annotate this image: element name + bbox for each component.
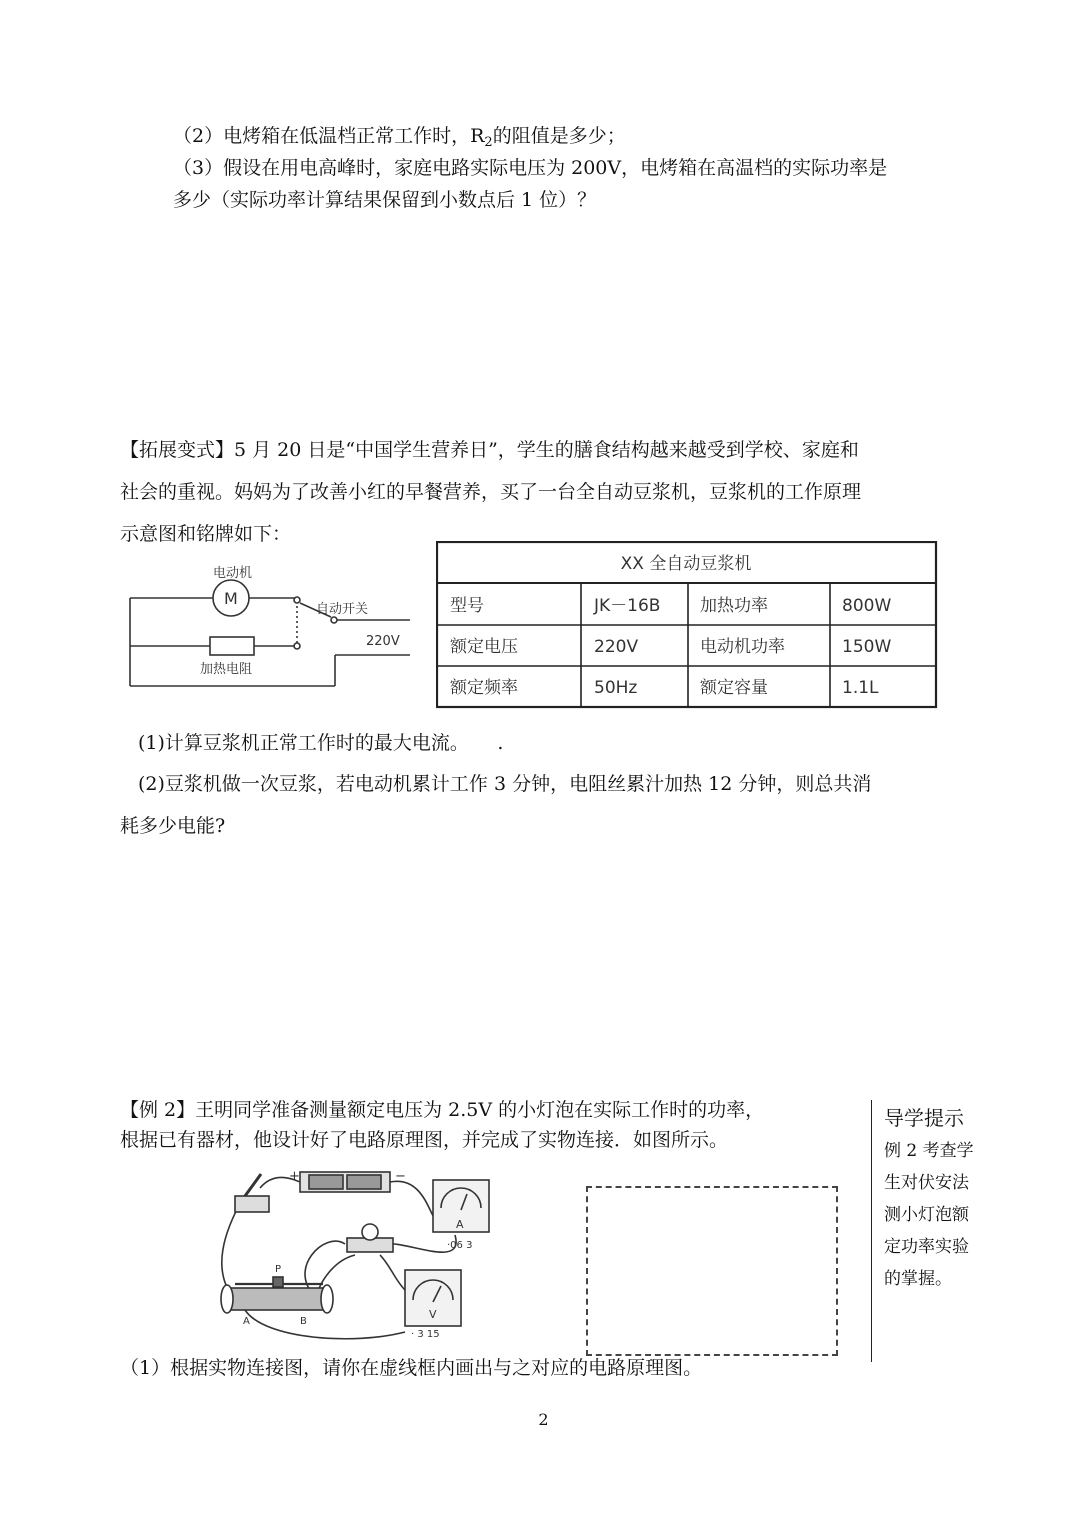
battery-plus-label: + — [289, 1169, 300, 1184]
nameplate-cell: 220V — [594, 637, 639, 657]
example-2-line-1: 【例 2】王明同学准备测量额定电压为 2.5V 的小灯泡在实际工作时的功率， — [120, 1099, 765, 1121]
nameplate-cell: 型号 — [450, 596, 484, 616]
example-2-line-2: 根据已有器材，他设计好了电路原理图，并完成了实物连接．如图所示。 — [120, 1129, 729, 1151]
nameplate-cell: 150W — [842, 637, 892, 657]
sidebar-line: 例 2 考查学 — [884, 1141, 974, 1161]
voltmeter-terminals: · 3 15 — [411, 1329, 440, 1340]
page-number: 2 — [538, 1410, 549, 1429]
nameplate-cell: 额定频率 — [450, 678, 518, 698]
rheostat-b-label: B — [300, 1316, 307, 1327]
example-2-question-1: （1）根据实物连接图，请你在虚线框内画出与之对应的电路原理图。 — [120, 1357, 703, 1379]
switch-label: 自动开关 — [316, 602, 369, 617]
rheostat-p-label: P — [275, 1264, 282, 1275]
soymilk-circuit-diagram — [120, 555, 420, 695]
nameplate-cell: 800W — [842, 596, 892, 616]
nameplate-cell: 加热功率 — [700, 596, 768, 616]
battery-minus-label: − — [395, 1169, 406, 1184]
sidebar-line: 定功率实验 — [884, 1237, 969, 1257]
motor-symbol: M — [224, 589, 238, 608]
voltage-label: 220V — [366, 634, 400, 649]
nameplate-cell: 额定容量 — [700, 678, 768, 698]
sidebar-line: 生对伏安法 — [884, 1173, 969, 1193]
extension-question-2-line-2: 耗多少电能? — [120, 815, 226, 837]
ammeter-symbol: A — [456, 1218, 464, 1231]
apparatus-drawing — [205, 1160, 505, 1350]
nameplate-table — [436, 541, 938, 709]
voltmeter-symbol: V — [429, 1308, 437, 1321]
nameplate-cell: 1.1L — [842, 678, 879, 698]
question-part-3-line-1: （3）假设在用电高峰时，家庭电路实际电压为 200V，电烤箱在高温档的实际功率是 — [173, 157, 888, 179]
question-part-2: （2）电烤箱在低温档正常工作时，$R_2$的阻值是多少； — [173, 125, 626, 150]
extension-line-1: 【拓展变式】5 月 20 日是“中国学生营养日”，学生的膳食结构越来越受到学校、家庭和 — [120, 439, 859, 461]
ammeter-terminals: ·06 3 — [447, 1240, 473, 1251]
nameplate-cell: 电动机功率 — [700, 637, 785, 657]
sidebar-line: 的掌握。 — [884, 1269, 952, 1289]
extension-question-1: (1)计算豆浆机正常工作时的最大电流。 . — [138, 732, 504, 754]
motor-label: 电动机 — [213, 566, 253, 581]
sidebar-title: 导学提示 — [884, 1106, 964, 1130]
rheostat-a-label: A — [243, 1316, 250, 1327]
extension-question-2-line-1: (2)豆浆机做一次豆浆，若电动机累计工作 3 分钟，电阻丝累汁加热 12 分钟，则总共消 — [138, 773, 872, 795]
sidebar-line: 测小灯泡额 — [884, 1205, 969, 1225]
extension-line-3: 示意图和铭牌如下： — [120, 523, 292, 545]
study-hint-sidebar — [871, 1100, 1002, 1362]
nameplate-title: XX 全自动豆浆机 — [620, 554, 752, 574]
extension-line-2: 社会的重视。妈妈为了改善小红的早餐营养，买了一台全自动豆浆机，豆浆机的工作原理 — [120, 481, 862, 503]
heater-label: 加热电阻 — [200, 662, 253, 677]
nameplate-cell: JK－16B — [594, 596, 661, 616]
nameplate-cell: 额定电压 — [450, 637, 518, 657]
nameplate-cell: 50Hz — [594, 678, 638, 698]
answer-dashed-box — [586, 1186, 838, 1356]
question-part-3-line-2: 多少（实际功率计算结果保留到小数点后 1 位）？ — [173, 189, 597, 211]
